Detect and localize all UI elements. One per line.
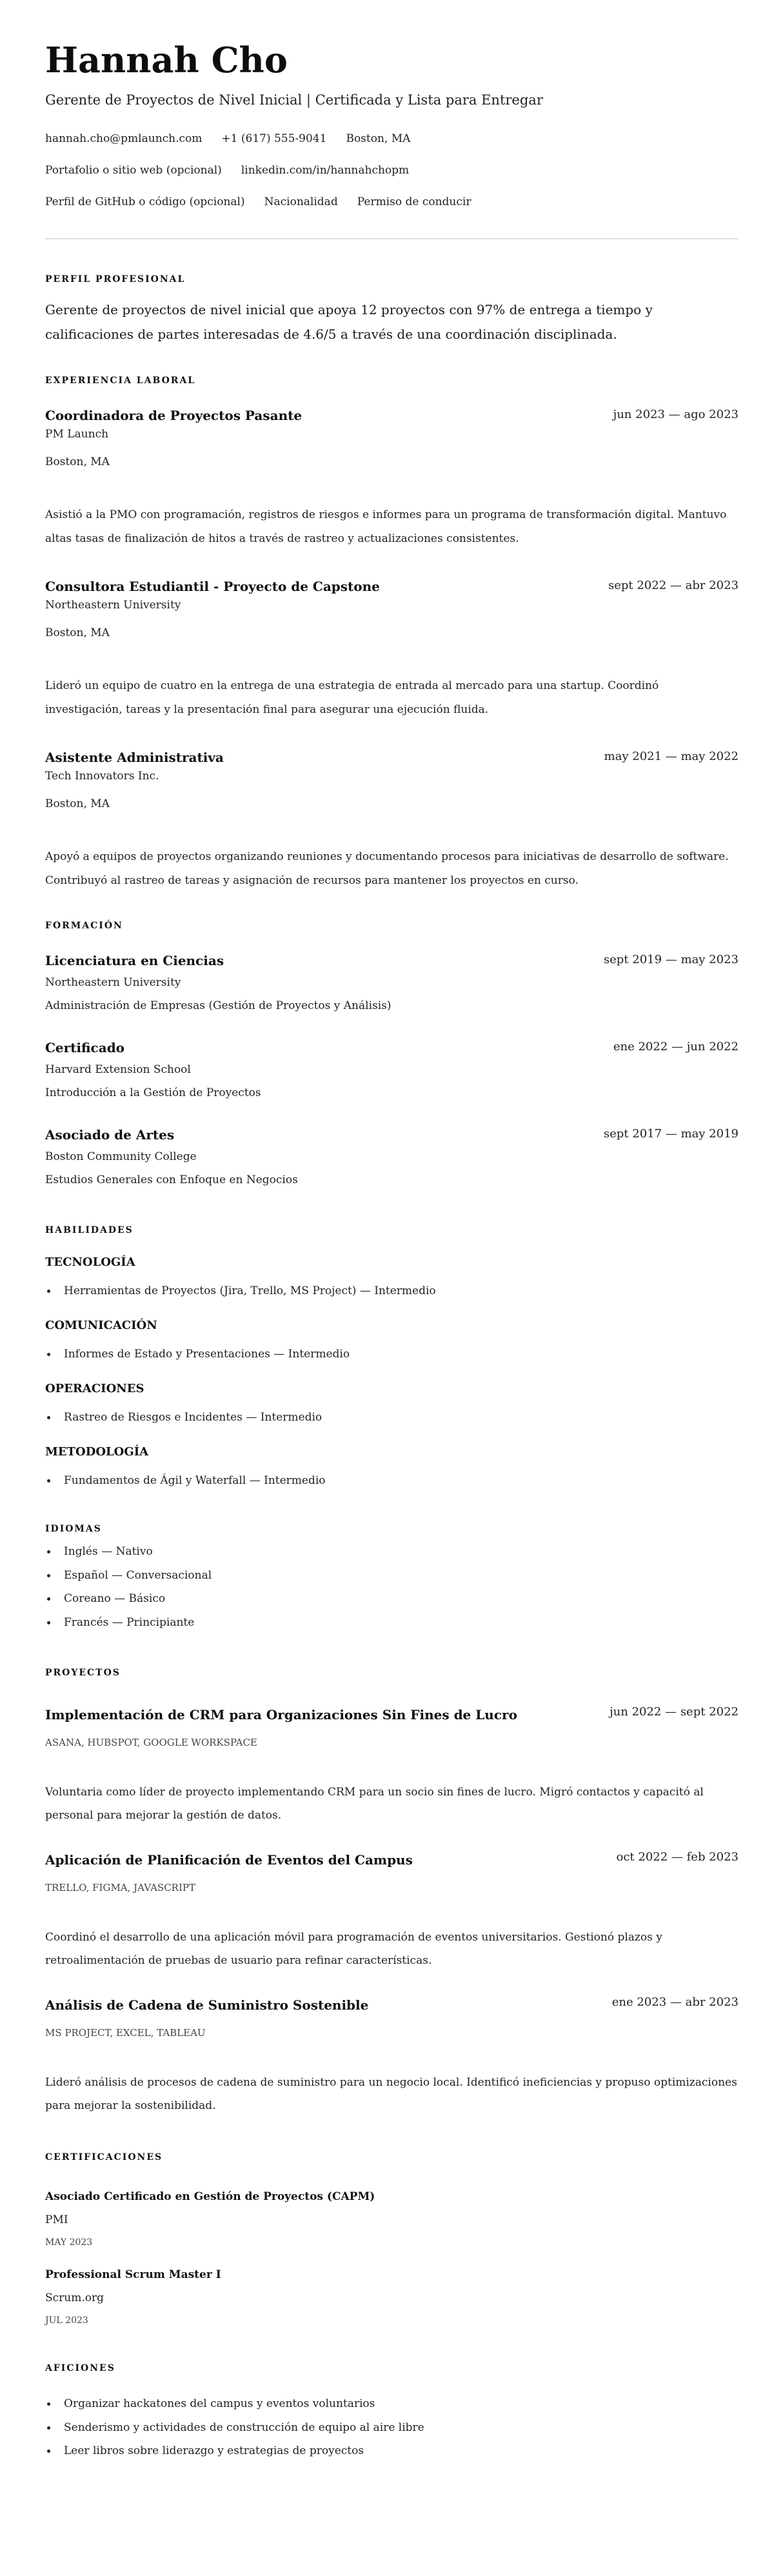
- project-title: Análisis de Cadena de Suministro Sostenible: [45, 1997, 369, 2013]
- hobby-item: Senderismo y actividades de construcción de equipo al aire libre: [45, 2416, 739, 2440]
- section-heading: AFICIONES: [45, 2362, 115, 2373]
- job-title: Coordinadora de Proyectos Pasante: [45, 408, 303, 423]
- job-description: Apoyó a equipos de proyectos organizando reuniones y documentando procesos para iniciativas de desarrollo de software. Contribuyó al rastreo de tareas y asignación de recursos para mantener los proyectos en curso.: [45, 850, 729, 887]
- hobby-list: [45, 2392, 739, 2463]
- portfolio-link[interactable]: Portafolio o sitio web (opcional): [45, 164, 222, 177]
- certification-issuer: PMI: [45, 2213, 68, 2226]
- certification-date: MAY 2023: [45, 2237, 93, 2248]
- language-item: Francés — Principiante: [45, 1611, 739, 1635]
- entry-header: [45, 406, 739, 425]
- skill-item: Rastreo de Riesgos e Incidentes — Intermedio: [45, 1408, 739, 1426]
- contact-row: [45, 161, 739, 179]
- skill-item: Informes de Estado y Presentaciones — Intermedio: [45, 1345, 739, 1363]
- experience-entry: [45, 406, 739, 551]
- field-of-study: Administración de Empresas (Gestión de Proyectos y Análisis): [45, 999, 392, 1012]
- certification-entry: [45, 2266, 739, 2327]
- hobbies-section: [45, 2362, 739, 2463]
- skill-list: [45, 1408, 739, 1426]
- entry-header: [45, 1848, 739, 1872]
- language-list: [45, 1540, 739, 1635]
- divider: [45, 238, 739, 239]
- field-of-study: Introducción a la Gestión de Proyectos: [45, 1086, 261, 1099]
- project-dates: ene 2023 — abr 2023: [611, 1995, 739, 2009]
- project-description: Coordinó el desarrollo de una aplicación móvil para programación de eventos universitarios. Gestionó plazos y retroalimentación de pruebas de usuario para refinar características.: [45, 1930, 662, 1967]
- section-heading: EXPERIENCIA LABORAL: [45, 375, 196, 386]
- skill-category: [45, 1381, 739, 1426]
- experience-entry: [45, 748, 739, 893]
- section-heading: FORMACIÓN: [45, 921, 123, 931]
- language-item: Inglés — Nativo: [45, 1540, 739, 1564]
- project-title: Implementación de CRM para Organizaciones Sin Fines de Lucro: [45, 1706, 517, 1722]
- company-name: Tech Innovators Inc.: [45, 770, 159, 783]
- location: Boston, MA: [346, 132, 411, 145]
- entry-header: [45, 1703, 739, 1726]
- project-tech-stack: TRELLO, FIGMA, JAVASCRIPT: [45, 1881, 195, 1893]
- projects-section: [45, 1666, 739, 2117]
- skill-list: [45, 1345, 739, 1363]
- certification-title: Asociado Certificado en Gestión de Proyectos (CAPM): [45, 2190, 375, 2203]
- job-dates: may 2021 — may 2022: [604, 750, 739, 763]
- field-of-study: Estudios Generales con Enfoque en Negocios: [45, 1173, 298, 1186]
- entry-header: [45, 1125, 739, 1144]
- project-description: Lideró análisis de procesos de cadena de suministro para un negocio local. Identificó ineficiencias y propuso optimizaciones para mejorar la sostenibilidad.: [45, 2075, 737, 2112]
- entry-header: [45, 1993, 739, 2017]
- candidate-name: Hannah Cho: [45, 39, 288, 81]
- degree: Licenciatura en Ciencias: [45, 953, 224, 968]
- skills-section: [45, 1224, 739, 1490]
- project-entry: [45, 1703, 739, 1827]
- education-entry: [45, 1125, 739, 1189]
- language-item: Coreano — Básico: [45, 1587, 739, 1611]
- section-heading: IDIOMAS: [45, 1524, 102, 1534]
- job-description: Lideró un equipo de cuatro en la entrega de una estrategia de entrada al mercado para una startup. Coordinó investigación, tareas y la presentación final para asegurar una ejecución fluida.: [45, 679, 659, 716]
- headline: Gerente de Proyectos de Nivel Inicial | Certificada y Lista para Entregar: [45, 92, 543, 108]
- section-heading: HABILIDADES: [45, 1225, 134, 1235]
- job-dates: jun 2023 — ago 2023: [613, 408, 739, 421]
- summary-text: Gerente de proyectos de nivel inicial que apoya 12 proyectos con 97% de entrega a tiempo y calificaciones de partes interesadas de 4.6/5 a través de una coordinación disciplinada.: [45, 302, 653, 342]
- project-description: Voluntaria como líder de proyecto implementando CRM para un socio sin fines de lucro. Migró contactos y capacitó al personal para mejorar la gestión de datos.: [45, 1785, 704, 1822]
- skill-category: [45, 1317, 739, 1363]
- skill-item: Fundamentos de Ágil y Waterfall — Intermedio: [45, 1472, 739, 1490]
- section-heading: CERTIFICACIONES: [45, 2152, 163, 2162]
- certification-entry: [45, 2188, 739, 2249]
- section-heading: PROYECTOS: [45, 1667, 121, 1678]
- institution: Harvard Extension School: [45, 1063, 191, 1076]
- skill-list: [45, 1282, 739, 1300]
- contact-row: [45, 130, 739, 148]
- education-entry: [45, 1038, 739, 1102]
- certification-date: JUL 2023: [45, 2315, 88, 2326]
- hobby-item: Leer libros sobre liderazgo y estrategias de proyectos: [45, 2439, 739, 2463]
- certification-issuer: Scrum.org: [45, 2291, 104, 2304]
- summary-section: [45, 273, 739, 346]
- education-dates: sept 2019 — may 2023: [603, 953, 739, 966]
- education-section: [45, 919, 739, 1189]
- skill-category-name: COMUNICACIÓN: [45, 1319, 157, 1332]
- contact-row: [45, 193, 739, 211]
- degree: Asociado de Artes: [45, 1127, 175, 1143]
- section-heading: PERFIL PROFESIONAL: [45, 274, 186, 285]
- institution: Northeastern University: [45, 976, 181, 989]
- skill-category: [45, 1444, 739, 1490]
- skill-category-name: TECNOLOGÍA: [45, 1255, 135, 1269]
- skill-list: [45, 1472, 739, 1490]
- hobby-item: Organizar hackatones del campus y eventos voluntarios: [45, 2392, 739, 2416]
- job-dates: sept 2022 — abr 2023: [608, 579, 739, 592]
- project-tech-stack: ASANA, HUBSPOT, GOOGLE WORKSPACE: [45, 1736, 257, 1748]
- experience-entry: [45, 577, 739, 722]
- certifications-section: [45, 2151, 739, 2327]
- job-title: Asistente Administrativa: [45, 750, 224, 765]
- company-name: Northeastern University: [45, 599, 181, 612]
- project-tech-stack: MS PROJECT, EXCEL, TABLEAU: [45, 2026, 206, 2039]
- linkedin-link[interactable]: linkedin.com/in/hannahchopm: [241, 164, 410, 177]
- entry-header: [45, 951, 739, 970]
- job-location: Boston, MA: [45, 455, 110, 468]
- job-location: Boston, MA: [45, 797, 110, 810]
- languages-section: [45, 1523, 739, 1635]
- contact-info: [45, 130, 739, 211]
- nationality: Nacionalidad: [264, 195, 338, 208]
- experience-section: [45, 374, 739, 893]
- language-item: Español — Conversacional: [45, 1564, 739, 1588]
- email-link[interactable]: hannah.cho@pmlaunch.com: [45, 132, 203, 145]
- entry-header: [45, 577, 739, 596]
- project-entry: [45, 1993, 739, 2117]
- project-dates: jun 2022 — sept 2022: [610, 1704, 739, 1719]
- skill-category-name: METODOLOGÍA: [45, 1445, 149, 1459]
- project-dates: oct 2022 — feb 2023: [616, 1850, 739, 1864]
- education-dates: ene 2022 — jun 2022: [613, 1040, 739, 1053]
- project-title: Aplicación de Planificación de Eventos del Campus: [45, 1852, 413, 1868]
- education-dates: sept 2017 — may 2019: [603, 1127, 739, 1141]
- driving-license: Permiso de conducir: [357, 195, 471, 208]
- institution: Boston Community College: [45, 1150, 197, 1163]
- degree: Certificado: [45, 1040, 125, 1055]
- github-link[interactable]: Perfil de GitHub o código (opcional): [45, 195, 245, 208]
- job-title: Consultora Estudiantil - Proyecto de Capstone: [45, 579, 380, 594]
- skill-item: Herramientas de Proyectos (Jira, Trello, MS Project) — Intermedio: [45, 1282, 739, 1300]
- company-name: PM Launch: [45, 428, 109, 441]
- skill-category: [45, 1254, 739, 1300]
- certification-title: Professional Scrum Master I: [45, 2268, 221, 2281]
- skill-category-name: OPERACIONES: [45, 1382, 144, 1395]
- job-description: Asistió a la PMO con programación, registros de riesgos e informes para un programa de transformación digital. Mantuvo altas tasas de finalización de hitos a través de rastreo y actualizaciones consistentes.: [45, 508, 727, 545]
- education-entry: [45, 951, 739, 1015]
- project-entry: [45, 1848, 739, 1972]
- entry-header: [45, 748, 739, 767]
- resume-header: [45, 39, 739, 211]
- job-location: Boston, MA: [45, 626, 110, 639]
- entry-header: [45, 1038, 739, 1057]
- phone: +1 (617) 555-9041: [221, 132, 327, 145]
